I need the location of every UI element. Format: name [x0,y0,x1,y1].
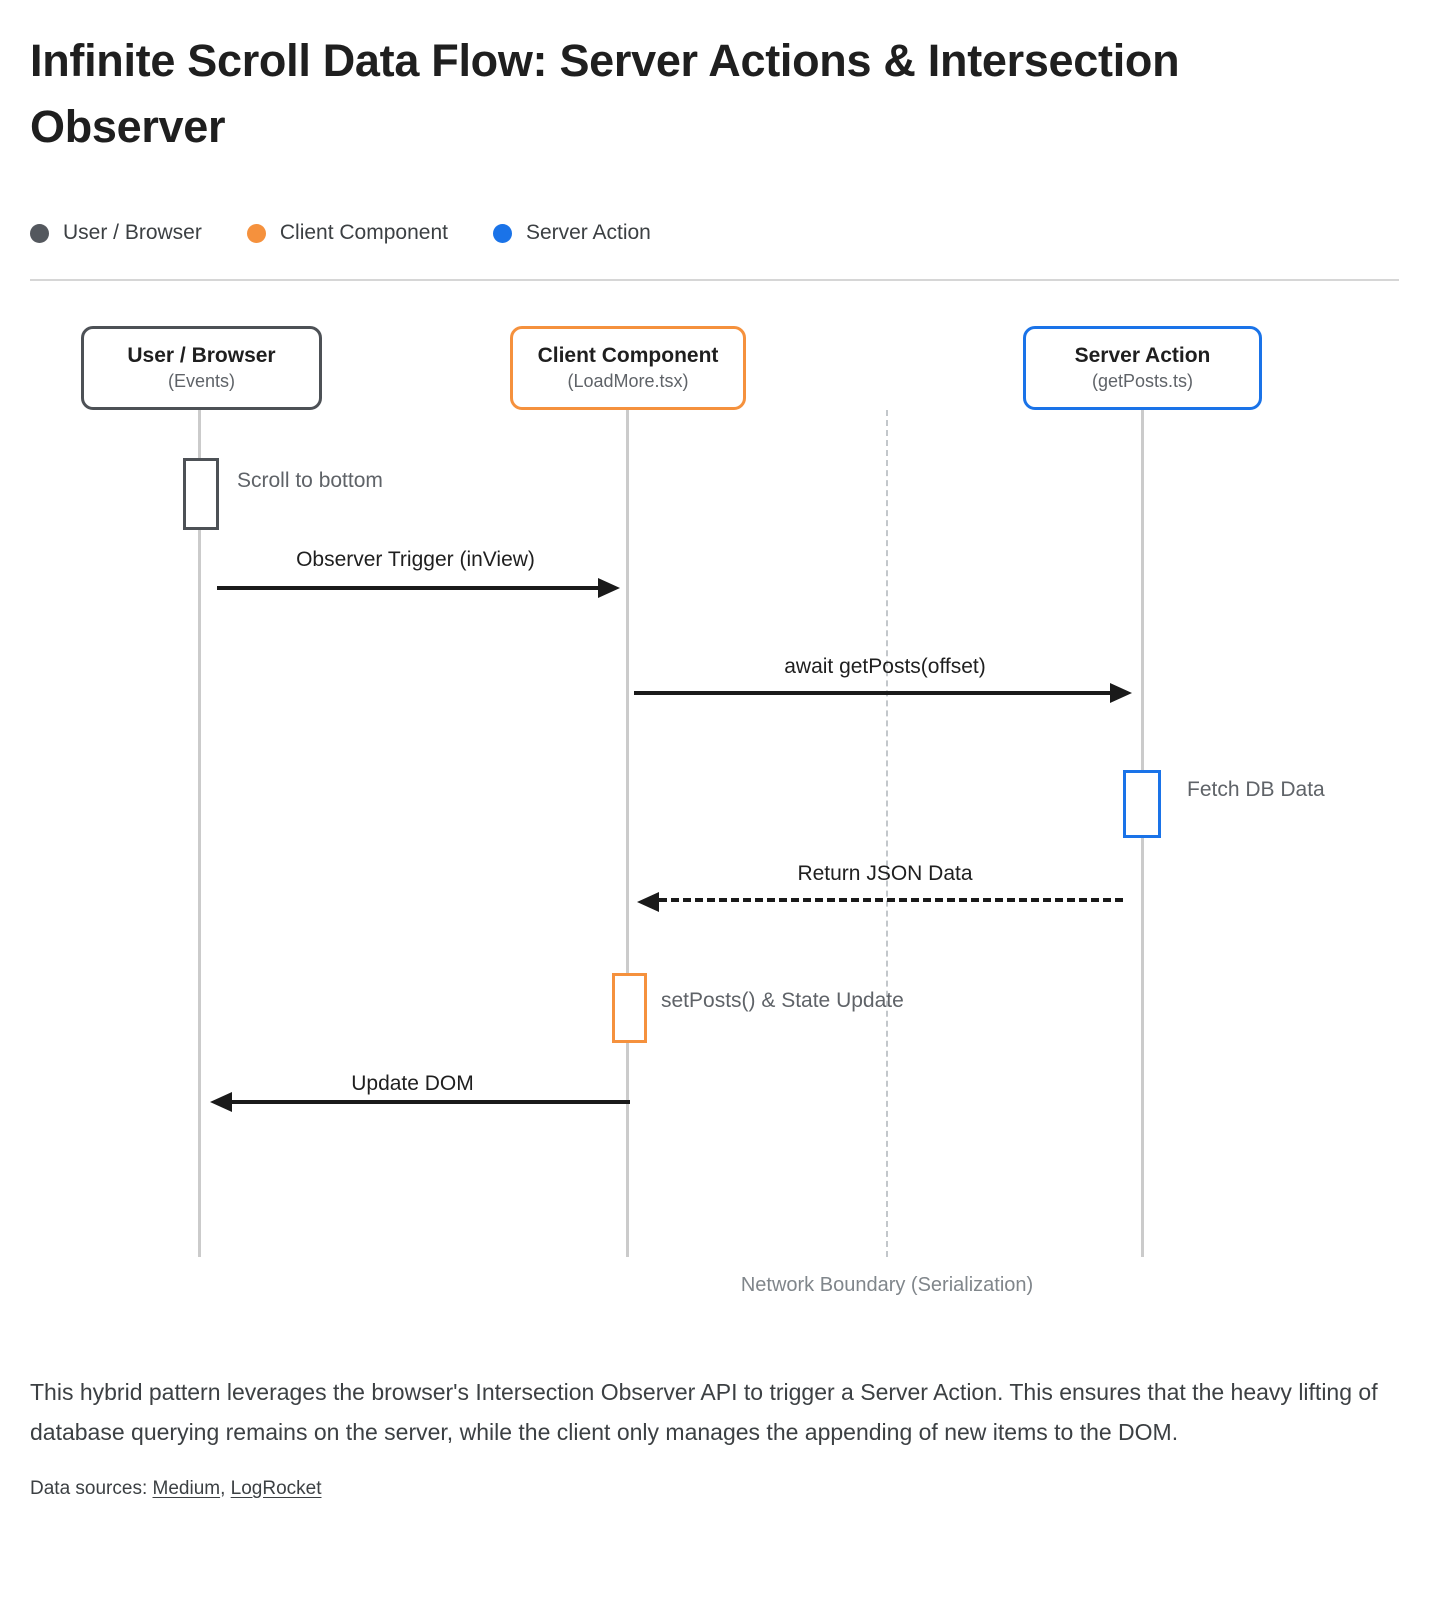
actor-subtitle: (Events) [167,371,236,391]
arrowhead-right-icon [1110,683,1132,703]
actor-subtitle: (LoadMore.tsx) [567,371,689,391]
message-label-await-getposts: await getPosts(offset) [784,655,986,678]
arrowhead-right-icon [598,578,620,598]
actor-user-browser [81,326,322,410]
activation-fetch-db-data [1123,770,1161,838]
footer [30,1372,1382,1500]
message-label-return-json: Return JSON Data [797,862,973,885]
actor-subtitle: (getPosts.ts) [1091,371,1194,391]
activation-label: Scroll to bottom [237,469,383,492]
legend-item-user-browser [30,221,202,245]
arrow-update-dom [232,1100,630,1104]
description-text: This hybrid pattern leverages the browser's Intersection Observer API to trigger a Server Action. This ensures that the heavy lifting of database querying remains on the server, while the client only manages the appending of new items to the DOM. [30,1379,1378,1445]
page-title: Infinite Scroll Data Flow: Server Actions & Intersection Observer [30,35,1180,152]
message-label-observer-trigger: Observer Trigger (inView) [296,548,535,571]
actor-server-action [1023,326,1262,410]
lifeline-client-component [626,410,629,1257]
arrow-await-getposts [634,691,1110,695]
network-boundary-line [886,410,888,1257]
legend-label: Client Component [279,221,448,244]
data-sources [30,1478,1382,1500]
legend-item-server-action [493,221,651,245]
user-browser-dot-icon [30,224,49,243]
actor-name: Client Component [537,344,719,367]
source-link-logrocket[interactable]: LogRocket [230,1478,322,1499]
server-action-dot-icon [493,224,512,243]
source-link-medium[interactable]: Medium [152,1478,221,1499]
client-component-dot-icon [247,224,266,243]
network-boundary-label: Network Boundary (Serialization) [740,1274,1034,1296]
activation-label: Fetch DB Data [1187,778,1325,801]
legend-label: Server Action [525,221,651,244]
arrowhead-left-icon [637,892,659,912]
activation-label: setPosts() & State Update [661,989,904,1012]
activation-scroll-to-bottom [183,458,219,530]
actor-name: User / Browser [127,344,276,367]
lifeline-user-browser [198,410,201,1257]
data-sources-prefix: Data sources: [30,1478,148,1499]
activation-setposts-state-update [612,973,647,1043]
legend [30,221,651,245]
actor-name: Server Action [1074,344,1211,367]
legend-item-client-component [247,221,448,245]
actor-client-component [510,326,746,410]
legend-label: User / Browser [63,221,202,244]
divider [30,279,1399,281]
message-label-update-dom: Update DOM [351,1072,474,1095]
source-separator: , [220,1478,226,1499]
arrow-observer-trigger [217,586,598,590]
sequence-diagram [0,326,1429,1326]
arrowhead-left-icon [210,1092,232,1112]
arrow-return-json-dashed [659,898,1123,902]
